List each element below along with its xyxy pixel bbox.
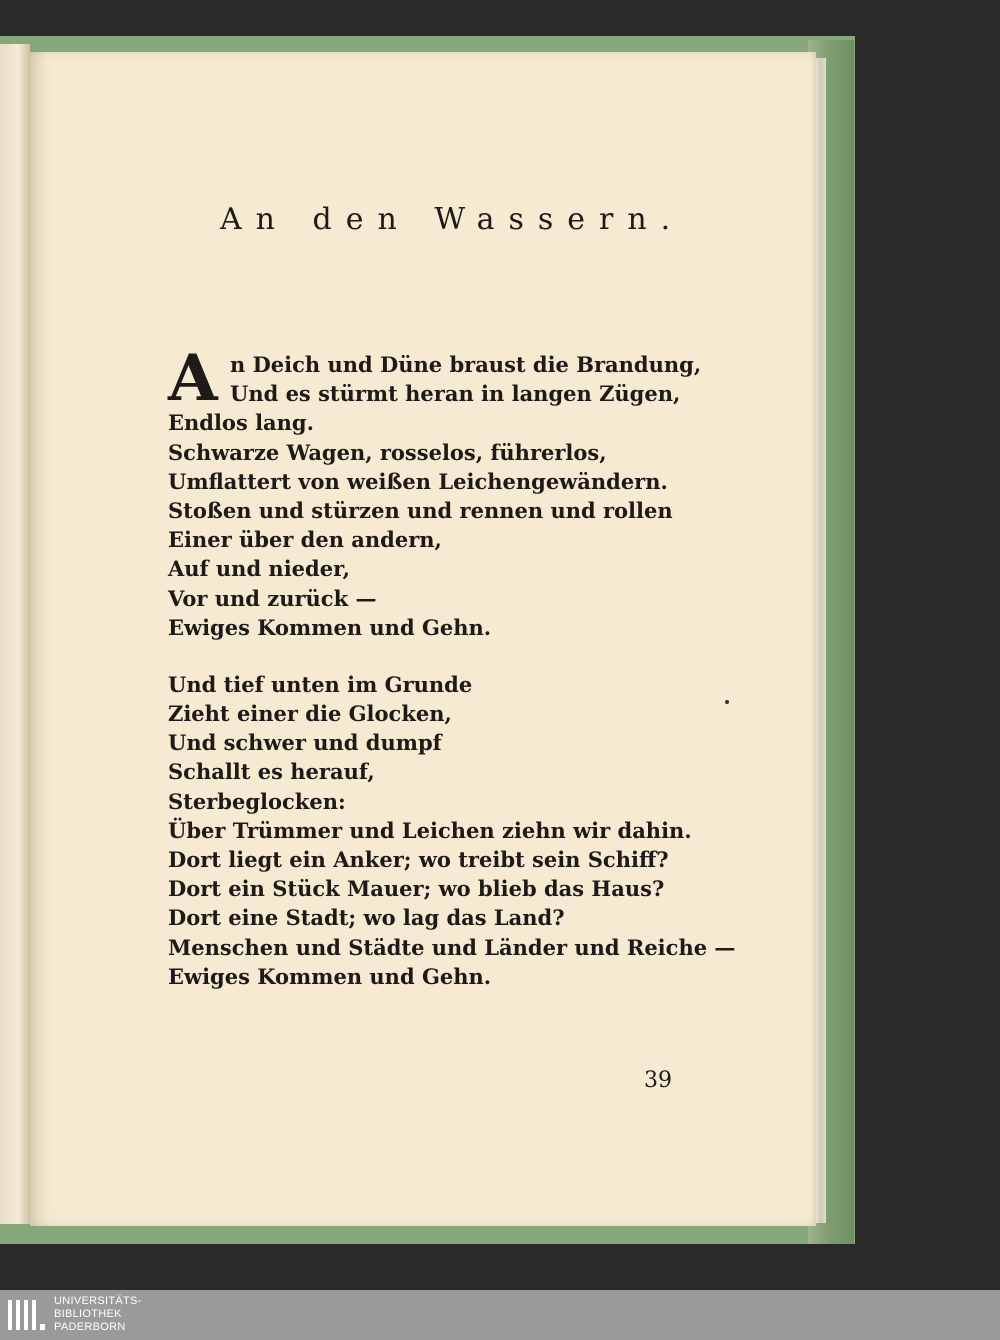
- poem-line: Dort liegt ein Anker; wo treibt sein Schiff?: [168, 847, 669, 872]
- poem-line: Zieht einer die Glocken,: [168, 701, 452, 727]
- university-library-logo-icon: [6, 1294, 46, 1336]
- stanza-gap: [168, 642, 728, 670]
- left-page-edge: [0, 44, 30, 1224]
- library-name-line: UNIVERSITÄTS-: [54, 1295, 142, 1307]
- poem-line: Dort ein Stück Mauer; wo blieb das Haus?: [168, 876, 665, 902]
- library-name-line: PADERBORN: [54, 1321, 126, 1333]
- library-name-line: BIBLIOTHEK: [54, 1308, 122, 1320]
- poem-line: Vor und zurück —: [168, 585, 377, 611]
- poem-opening: [168, 341, 728, 416]
- poem-title: An den Wassern.: [220, 202, 685, 237]
- library-footer: [0, 1290, 1000, 1340]
- poem-line: Umflattert von weißen Leichengewändern.: [168, 468, 668, 494]
- book-page: [30, 52, 816, 1226]
- poem-line: Über Trümmer und Leichen ziehn wir dahin.: [168, 817, 692, 843]
- poem-line: Einer über den andern,: [168, 527, 442, 553]
- poem-line: Endlos lang.: [168, 410, 314, 436]
- poem-line: Sterbeglocken:: [168, 788, 346, 814]
- library-name: [54, 1295, 142, 1334]
- poem-line: Und tief unten im Grunde: [168, 671, 473, 697]
- stanza-2: [168, 670, 736, 991]
- poem-body: [168, 341, 736, 991]
- poem-line: Ewiges Kommen und Gehn.: [168, 963, 492, 989]
- poem-line: Schallt es herauf,: [168, 759, 375, 785]
- poem-line: Auf und nieder,: [168, 556, 350, 582]
- stanza-1: [168, 408, 728, 642]
- poem-line: Schwarze Wagen, rosselos, führerlos,: [168, 439, 607, 465]
- poem-line: Stoßen und stürzen und rennen und rollen: [168, 497, 673, 523]
- poem-line: Und es stürmt heran in langen Zügen,: [230, 381, 681, 407]
- page-number: 39: [644, 1068, 672, 1093]
- poem-line: Ewiges Kommen und Gehn.: [168, 614, 492, 640]
- paper-speck: [725, 700, 729, 704]
- poem-line: Dort eine Stadt; wo lag das Land?: [168, 905, 565, 931]
- poem-line: n Deich und Düne braust die Brandung,: [230, 352, 702, 377]
- poem-line: Menschen und Städte und Länder und Reiche —: [168, 934, 736, 960]
- drop-cap: A: [168, 341, 218, 416]
- poem-line: Und schwer und dumpf: [168, 730, 442, 756]
